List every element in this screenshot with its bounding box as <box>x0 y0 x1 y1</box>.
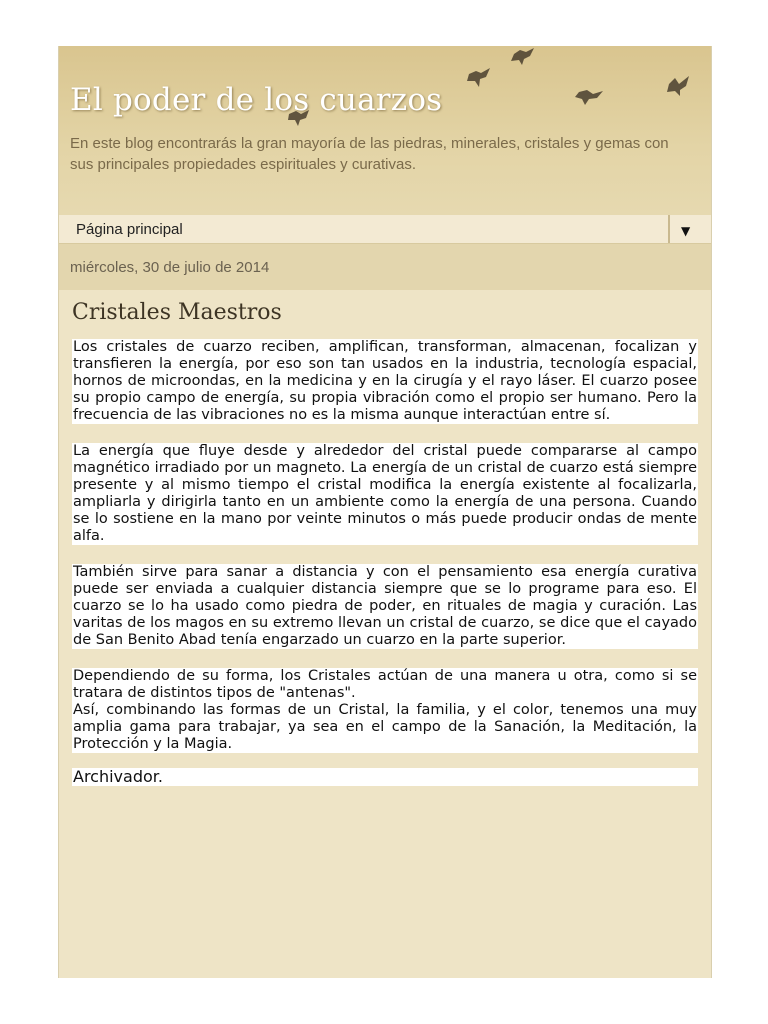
post-title[interactable]: Cristales Maestros <box>72 300 282 325</box>
nav-item-home[interactable]: Página principal <box>76 221 183 238</box>
post-date: miércoles, 30 de julio de 2014 <box>70 259 270 276</box>
post-paragraph: También sirve para sanar a distancia y con el pensamiento esa energía curativa puede ser enviada a cualquier distancia siempre que se lo programe para eso. El cuarzo se lo ha usado como piedra de poder, en rituales de magia y curación. Las varitas de los magos en su extremo llevan un cristal de cuarzo, se dice que el cayado de San Benito Abad tenía engarzado un cuarzo en la parte superior. <box>73 564 697 648</box>
archive-label: Archivador. <box>72 768 698 786</box>
blog-title[interactable]: El poder de los cuarzos <box>70 82 443 118</box>
blog-container <box>58 46 712 978</box>
post-paragraph: La energía que fluye desde y alrededor del cristal puede compararse al campo magnético irradiado por un magneto. La energía de un cristal de cuarzo está siempre presente y al mismo tiempo el cristal modifica la energía existente al focalizarla, ampliarla y dirigirla tanto en un ambiente como la energía de una persona. Cuando se lo sostiene en la mano por veinte minutos o más puede producir ondas de mente alfa. <box>73 443 697 544</box>
date-header <box>59 244 711 290</box>
caret-down-icon[interactable]: ▼ <box>681 224 691 238</box>
post-paragraph: Dependiendo de su forma, los Cristales actúan de una manera u otra, como si se tratara de distintos tipos de "antenas". Así, combinando las formas de un Cristal, la familia, y el color, tenemos una muy amplia gama para trabajar, ya sea en el campo de la Sanación, la Meditación, la Protección y la Magia. <box>73 668 697 752</box>
nav-bar <box>59 215 711 244</box>
nav-divider <box>668 215 670 243</box>
post-body <box>59 290 711 786</box>
blog-description: En este blog encontrarás la gran mayoría de las piedras, minerales, cristales y gemas con sus principales propiedades espirituales y curativas. <box>70 135 669 173</box>
post-paragraph: Los cristales de cuarzo reciben, amplifican, transforman, almacenan, focalizan y transfieren la energía, por eso son tan usados en la industria, tecnología espacial, hornos de microondas, en la medicina y en la cirugía y el rayo láser. El cuarzo posee su propio campo de energía, su propia vibración como el propio ser humano. Pero la frecuencia de las vibraciones no es la misma aunque interactúan entre sí. <box>73 339 697 423</box>
blog-header <box>59 46 711 215</box>
birds-decoration <box>59 46 711 215</box>
